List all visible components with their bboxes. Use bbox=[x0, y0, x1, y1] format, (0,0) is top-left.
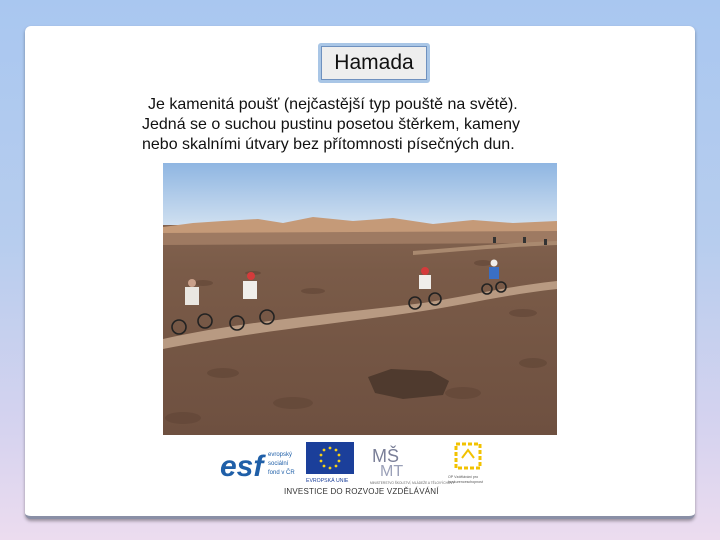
msmt-logo-icon bbox=[370, 440, 455, 486]
svg-text:esf: esf bbox=[220, 450, 264, 483]
svg-text:sociální: sociální bbox=[268, 461, 289, 467]
footer-tagline: INVESTICE DO ROZVOJE VZDĚLÁVÁNÍ bbox=[284, 487, 439, 496]
svg-text:EVROPSKÁ UNIE: EVROPSKÁ UNIE bbox=[306, 478, 349, 484]
title-box bbox=[318, 43, 430, 83]
svg-text:OP Vzdělávání pro: OP Vzdělávání pro bbox=[448, 475, 479, 479]
op-logo-icon bbox=[448, 440, 500, 486]
svg-text:evropský: evropský bbox=[268, 452, 293, 458]
svg-text:MŠ: MŠ bbox=[372, 446, 399, 466]
svg-text:konkurenceschopnost: konkurenceschopnost bbox=[448, 480, 483, 484]
slide-title: Hamada bbox=[334, 51, 414, 74]
body-line-3: nebo skalními útvary bez přítomnosti písečných dun. bbox=[142, 136, 515, 153]
footer-logos bbox=[220, 440, 500, 500]
body-line-2: Jedná se o suchou pustinu posetou štěrkem, kameny bbox=[142, 116, 520, 133]
body-line-1: Je kamenitá poušť (nejčastější typ pouště na světě). bbox=[148, 96, 518, 113]
svg-text:MT: MT bbox=[380, 463, 404, 480]
svg-text:fond v ČR: fond v ČR bbox=[268, 470, 295, 476]
esf-logo-icon bbox=[220, 442, 300, 484]
desert-cyclists-photo bbox=[163, 163, 557, 435]
body-text bbox=[142, 95, 582, 155]
eu-flag-icon bbox=[306, 442, 354, 484]
svg-text:MINISTERSTVO ŠKOLSTVÍ, MLÁDEŽE: MINISTERSTVO ŠKOLSTVÍ, MLÁDEŽE A TĚLOVÝCHOVY bbox=[370, 481, 455, 485]
